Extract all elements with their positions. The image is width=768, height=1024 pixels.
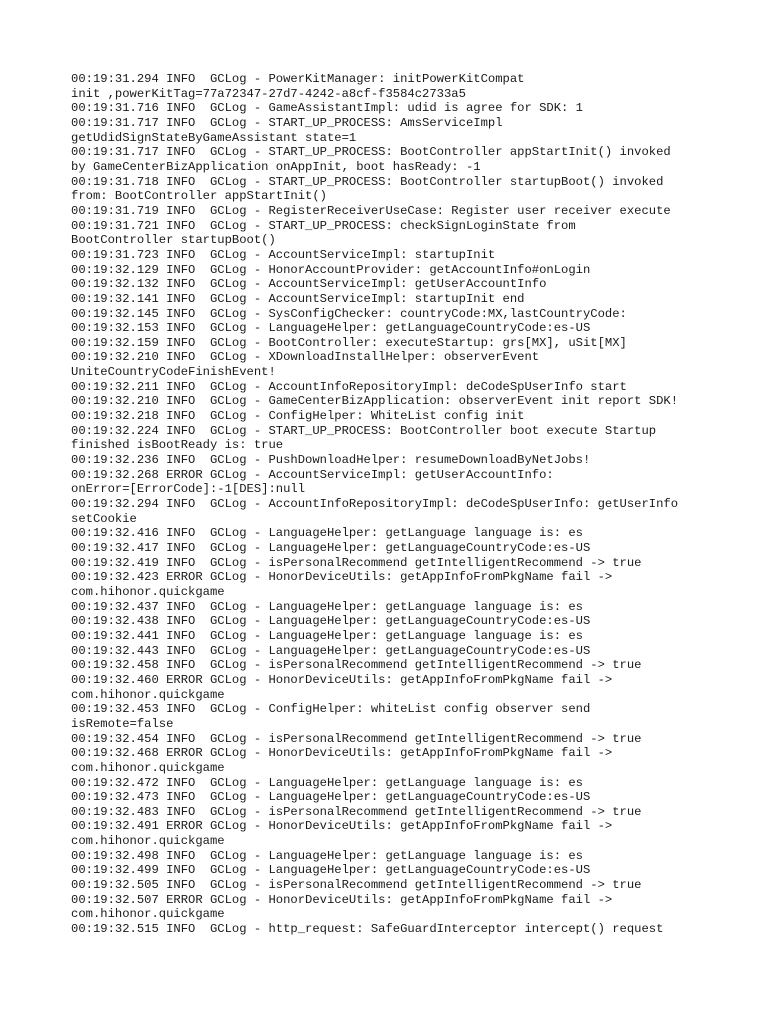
log-line: 00:19:32.224 INFO GCLog - START_UP_PROCESS: BootController boot execute Startup — [71, 423, 657, 438]
log-line: 00:19:32.443 INFO GCLog - LanguageHelper: getLanguageCountryCode:es-US — [71, 643, 591, 658]
log-line: 00:19:31.716 INFO GCLog - GameAssistantImpl: udid is agree for SDK: 1 — [71, 101, 583, 116]
log-line: 00:19:32.416 INFO GCLog - LanguageHelper: getLanguage language is: es — [71, 526, 583, 541]
log-line: 00:19:32.294 INFO GCLog - AccountInfoRepositoryImpl: deCodeSpUserInfo: getUserInfo — [71, 497, 679, 512]
log-line: 00:19:32.132 INFO GCLog - AccountServiceImpl: getUserAccountInfo — [71, 277, 547, 292]
log-line: 00:19:31.719 INFO GCLog - RegisterReceiverUseCase: Register user receiver execute — [71, 203, 671, 218]
log-line: 00:19:32.268 ERROR GCLog - AccountServiceImpl: getUserAccountInfo: — [71, 467, 554, 482]
log-line: 00:19:32.458 INFO GCLog - isPersonalRecommend getIntelligentRecommend -> true — [71, 658, 642, 673]
log-line: 00:19:32.141 INFO GCLog - AccountServiceImpl: startupInit end — [71, 291, 525, 306]
log-line: 00:19:32.423 ERROR GCLog - HonorDeviceUtils: getAppInfoFromPkgName fail -> — [71, 570, 613, 585]
log-line: 00:19:31.723 INFO GCLog - AccountServiceImpl: startupInit — [71, 247, 496, 262]
log-line: 00:19:31.721 INFO GCLog - START_UP_PROCESS: checkSignLoginState from — [71, 218, 576, 233]
log-line: 00:19:32.498 INFO GCLog - LanguageHelper: getLanguage language is: es — [71, 848, 583, 863]
log-line: 00:19:32.472 INFO GCLog - LanguageHelper: getLanguage language is: es — [71, 775, 583, 790]
log-line: 00:19:32.210 INFO GCLog - GameCenterBizApplication: observerEvent init report SDK! — [71, 394, 679, 409]
log-line: 00:19:32.437 INFO GCLog - LanguageHelper: getLanguage language is: es — [71, 599, 583, 614]
log-line: isRemote=false — [71, 716, 174, 731]
log-line: finished isBootReady is: true — [71, 438, 284, 453]
log-line: 00:19:32.441 INFO GCLog - LanguageHelper: getLanguage language is: es — [71, 628, 583, 643]
log-line: 00:19:31.717 INFO GCLog - START_UP_PROCESS: AmsServiceImpl — [71, 115, 503, 130]
log-line: 00:19:32.460 ERROR GCLog - HonorDeviceUtils: getAppInfoFromPkgName fail -> — [71, 672, 613, 687]
log-line: 00:19:31.717 INFO GCLog - START_UP_PROCESS: BootController appStartInit() invoked — [71, 145, 671, 160]
log-line: 00:19:32.473 INFO GCLog - LanguageHelper: getLanguageCountryCode:es-US — [71, 790, 591, 805]
log-line: 00:19:32.153 INFO GCLog - LanguageHelper: getLanguageCountryCode:es-US — [71, 321, 591, 336]
log-text — [71, 72, 711, 937]
log-line: 00:19:32.218 INFO GCLog - ConfigHelper: WhiteList config init — [71, 409, 525, 424]
log-line: 00:19:32.438 INFO GCLog - LanguageHelper: getLanguageCountryCode:es-US — [71, 614, 591, 629]
log-line: com.hihonor.quickgame — [71, 760, 225, 775]
log-line: by GameCenterBizApplication onAppInit, boot hasReady: -1 — [71, 159, 481, 174]
log-line: UniteCountryCodeFinishEvent! — [71, 365, 276, 380]
log-line: 00:19:31.718 INFO GCLog - START_UP_PROCESS: BootController startupBoot() invoked — [71, 174, 664, 189]
log-line: getUdidSignStateByGameAssistant state=1 — [71, 130, 357, 145]
log-line: 00:19:32.211 INFO GCLog - AccountInfoRepositoryImpl: deCodeSpUserInfo start — [71, 379, 627, 394]
log-line: com.hihonor.quickgame — [71, 907, 225, 922]
log-line: com.hihonor.quickgame — [71, 834, 225, 849]
log-line: 00:19:32.468 ERROR GCLog - HonorDeviceUtils: getAppInfoFromPkgName fail -> — [71, 746, 613, 761]
log-line: 00:19:32.145 INFO GCLog - SysConfigChecker: countryCode:MX,lastCountryCode: — [71, 306, 627, 321]
log-line: 00:19:32.515 INFO GCLog - http_request: SafeGuardInterceptor intercept() request — [71, 922, 664, 937]
log-line: 00:19:32.507 ERROR GCLog - HonorDeviceUtils: getAppInfoFromPkgName fail -> — [71, 892, 613, 907]
log-line: 00:19:32.453 INFO GCLog - ConfigHelper: whiteList config observer send — [71, 702, 591, 717]
log-line: 00:19:32.483 INFO GCLog - isPersonalRecommend getIntelligentRecommend -> true — [71, 804, 642, 819]
log-line: 00:19:32.417 INFO GCLog - LanguageHelper: getLanguageCountryCode:es-US — [71, 541, 591, 555]
log-line: com.hihonor.quickgame — [71, 584, 225, 599]
log-line: from: BootController appStartInit() — [71, 189, 327, 204]
log-line: 00:19:32.419 INFO GCLog - isPersonalRecommend getIntelligentRecommend -> true — [71, 555, 642, 570]
log-line: 00:19:32.499 INFO GCLog - LanguageHelper: getLanguageCountryCode:es-US — [71, 863, 591, 878]
log-line: 00:19:32.236 INFO GCLog - PushDownloadHelper: resumeDownloadByNetJobs! — [71, 453, 591, 468]
log-line: 00:19:32.129 INFO GCLog - HonorAccountProvider: getAccountInfo#onLogin — [71, 262, 591, 277]
log-line: 00:19:32.454 INFO GCLog - isPersonalRecommend getIntelligentRecommend -> true — [71, 731, 642, 746]
log-line: onError=[ErrorCode]:-1[DES]:null — [71, 482, 306, 497]
log-line: setCookie — [71, 511, 137, 526]
log-line: 00:19:32.159 INFO GCLog - BootController: executeStartup: grs[MX], uSit[MX] — [71, 335, 627, 350]
log-line: init ,powerKitTag=77a72347-27d7-4242-a8cf-f3584c2733a5 — [71, 86, 466, 101]
log-line: com.hihonor.quickgame — [71, 687, 225, 702]
log-line: 00:19:31.294 INFO GCLog - PowerKitManager: initPowerKitCompat — [71, 72, 525, 86]
log-line: 00:19:32.505 INFO GCLog - isPersonalRecommend getIntelligentRecommend -> true — [71, 878, 642, 893]
log-line: 00:19:32.210 INFO GCLog - XDownloadInstallHelper: observerEvent — [71, 350, 540, 365]
log-line: BootController startupBoot() — [71, 233, 276, 248]
log-line: 00:19:32.491 ERROR GCLog - HonorDeviceUtils: getAppInfoFromPkgName fail -> — [71, 819, 613, 834]
